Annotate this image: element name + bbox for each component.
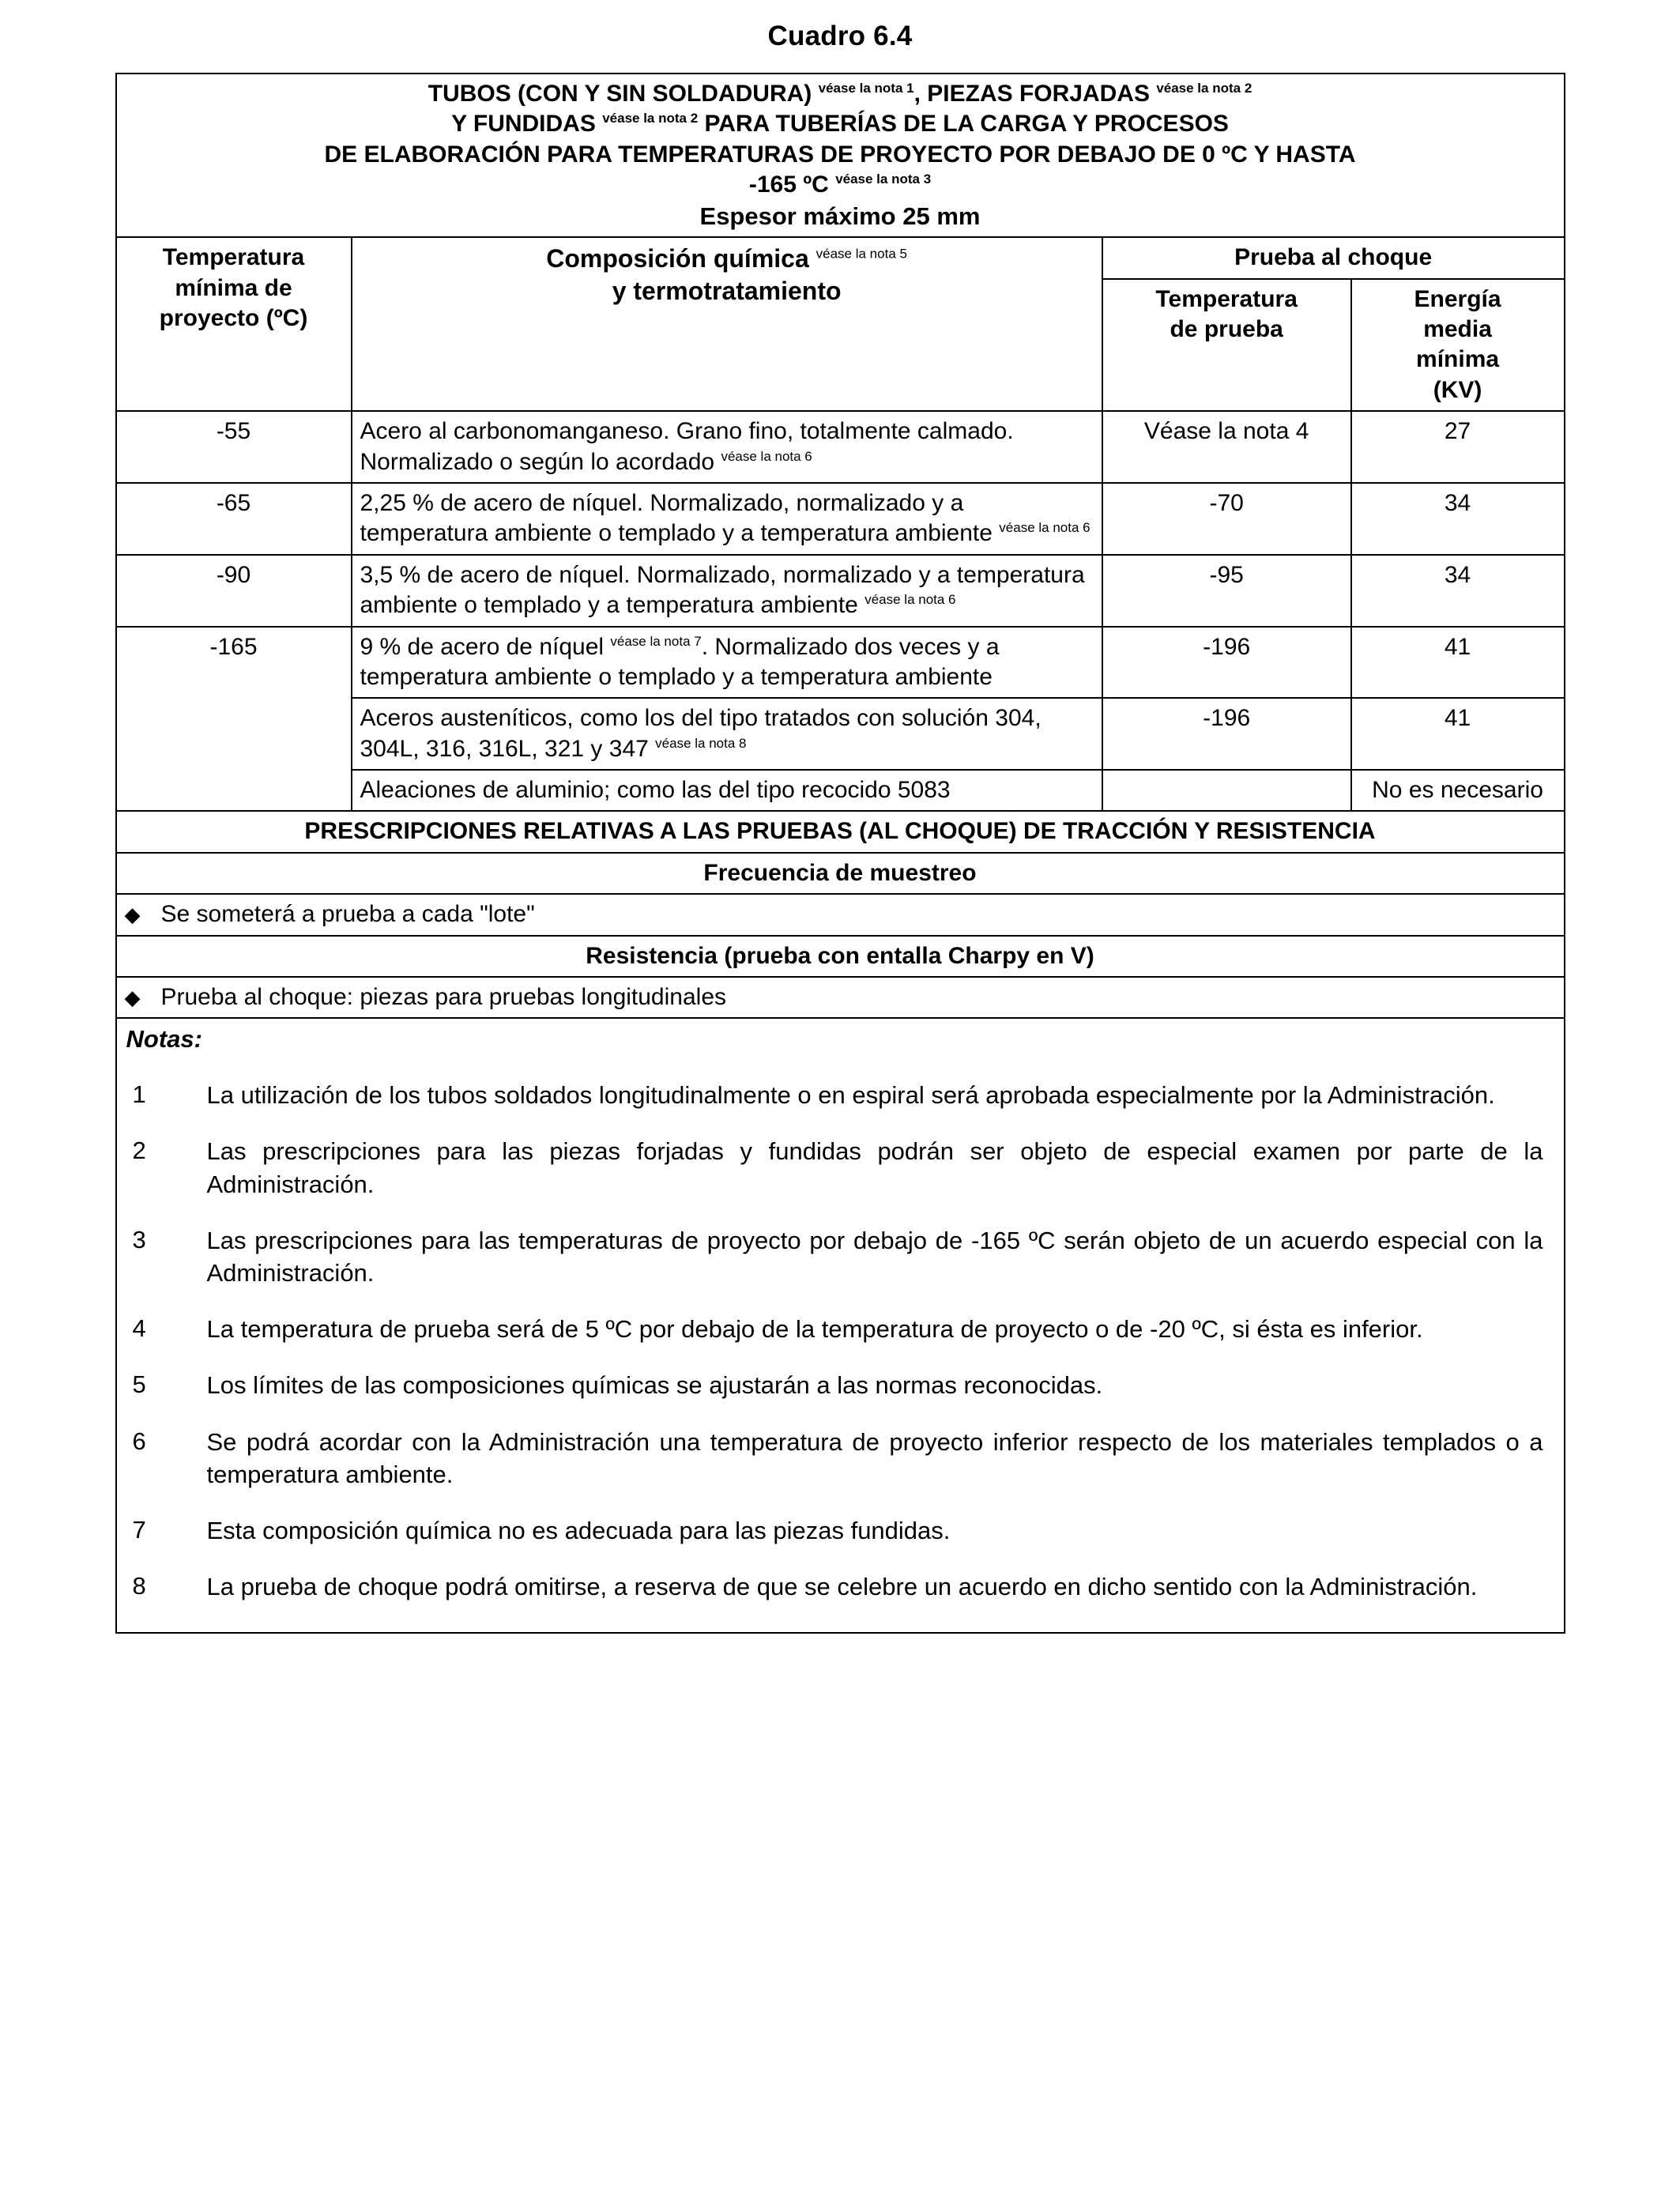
- col-header-min-design-temp: [116, 237, 352, 411]
- chem-header-text: Composición química: [546, 244, 816, 273]
- energy-line2: media: [1423, 316, 1492, 343]
- note-item: [125, 1369, 1556, 1401]
- cell-chemical-composition: [352, 698, 1102, 770]
- note-item: [125, 1135, 1556, 1200]
- notes-cell: [116, 1018, 1565, 1632]
- col-header-chemical-composition: [352, 237, 1102, 411]
- cell-chemical-composition: [352, 770, 1102, 811]
- section-title-prescriptions: PRESCRIPCIONES RELATIVAS A LAS PRUEBAS (AL CHOQUE) DE TRACCIÓN Y RESISTENCIA: [116, 811, 1565, 852]
- note-ref-1: véase la nota 1: [818, 81, 914, 96]
- prescriptions-title-row: [116, 811, 1565, 852]
- note-item: [125, 1426, 1556, 1491]
- notes-row: [116, 1018, 1565, 1632]
- note-text: Los límites de las composiciones químicas se ajustarán a las normas reconocidas.: [206, 1371, 1103, 1400]
- note-ref-6: véase la nota 6: [721, 448, 812, 464]
- cell-energy: 34: [1351, 555, 1565, 627]
- page-title: Cuadro 6.4: [767, 21, 913, 51]
- table-row: [116, 555, 1565, 627]
- diamond-bullet-icon: ◆: [124, 903, 141, 927]
- bullet-text: Se someterá a prueba a cada "lote": [160, 901, 535, 928]
- section-title-resistance: Resistencia (prueba con entalla Charpy en V): [116, 936, 1565, 977]
- table-row: [116, 627, 1565, 699]
- cell-test-temperature: -196: [1102, 627, 1351, 699]
- cell-min-design-temp: -65: [116, 483, 352, 555]
- cell-chemical-composition: [352, 483, 1102, 555]
- title-text-c: Y FUNDIDAS: [451, 111, 603, 138]
- energy-line1: Energía: [1414, 285, 1501, 312]
- notes-title: Notas:: [126, 1025, 202, 1054]
- note-number: 3: [132, 1225, 146, 1253]
- note-ref-3: véase la nota 3: [835, 172, 932, 187]
- note-number: 5: [132, 1370, 146, 1399]
- chem-header-line2: y termotratamiento: [612, 277, 842, 306]
- diamond-bullet-icon: ◆: [124, 986, 141, 1010]
- resistance-title-row: [116, 936, 1565, 977]
- cell-min-design-temp: -90: [116, 555, 352, 627]
- cell-min-design-temp: -55: [116, 411, 352, 483]
- cell-energy: 41: [1351, 698, 1565, 770]
- chem-text: 2,25 % de acero de níquel. Normalizado, normalizado y a temperatura ambiente o templado y a temperatura ambiente: [360, 489, 1000, 547]
- note-item: [125, 1514, 1556, 1547]
- column-header-row-1: [116, 237, 1565, 278]
- sampling-bullet-row: [116, 894, 1565, 935]
- note-ref-7: véase la nota 7: [610, 633, 702, 649]
- section-title-sampling: Frecuencia de muestreo: [116, 853, 1565, 894]
- note-item: [125, 1570, 1556, 1603]
- sampling-title-row: [116, 853, 1565, 894]
- note-number: 7: [132, 1516, 146, 1544]
- note-item: [125, 1079, 1556, 1111]
- bullet-text: Prueba al choque: piezas para pruebas longitudinales: [160, 984, 727, 1011]
- note-text: La utilización de los tubos soldados longitudinalmente o en espiral será aprobada especialmente por la Administración.: [206, 1081, 1495, 1110]
- cell-energy: No es necesario: [1351, 770, 1565, 811]
- col-header-impact-test-group: Prueba al choque: [1102, 237, 1565, 278]
- cell-chemical-composition: [352, 627, 1102, 699]
- note-item: [125, 1313, 1556, 1345]
- table-subtitle-thickness: Espesor máximo 25 mm: [699, 202, 981, 230]
- chem-text: 3,5 % de acero de níquel. Normalizado, normalizado y a temperatura ambiente o templado y a temperatura ambiente: [360, 561, 1085, 619]
- note-item: [125, 1224, 1556, 1289]
- col-header-line3: proyecto (ºC): [159, 305, 308, 332]
- chem-text: 9 % de acero de níquel: [360, 633, 611, 660]
- col-header-min-average-energy: [1351, 279, 1565, 412]
- table-title-line1: [125, 79, 1556, 109]
- note-number: 1: [132, 1080, 146, 1109]
- note-ref-5: véase la nota 5: [816, 246, 907, 262]
- table-title-cell: [116, 74, 1565, 237]
- cell-chemical-composition: [352, 411, 1102, 483]
- note-text: Esta composición química no es adecuada para las piezas fundidas.: [206, 1517, 951, 1545]
- material-requirements-table: [115, 73, 1565, 1634]
- energy-line3: mínima: [1416, 346, 1500, 373]
- table-row: [116, 483, 1565, 555]
- test-temp-line2: de prueba: [1170, 316, 1283, 343]
- note-ref-2: véase la nota 2: [1156, 81, 1252, 96]
- note-ref-6: véase la nota 6: [999, 520, 1090, 536]
- note-ref-2b: véase la nota 2: [602, 111, 699, 126]
- chem-text: Aleaciones de aluminio; como las del tipo recocido 5083: [360, 777, 951, 804]
- chem-text: Acero al carbonomanganeso. Grano fino, totalmente calmado. Normalizado o según lo acordado: [360, 418, 1014, 475]
- note-text: La prueba de choque podrá omitirse, a reserva de que se celebre un acuerdo en dicho sentido con la Administración.: [206, 1573, 1478, 1601]
- test-temp-line1: Temperatura: [1155, 285, 1298, 312]
- cell-energy: 41: [1351, 627, 1565, 699]
- bullet-item-resistance: [116, 977, 1565, 1018]
- cell-test-temperature: -196: [1102, 698, 1351, 770]
- note-text: Las prescripciones para las temperaturas de proyecto por debajo de -165 ºC serán objeto de un acuerdo especial con la Administración.: [206, 1226, 1543, 1287]
- note-number: 4: [132, 1314, 146, 1343]
- note-text: Se podrá acordar con la Administración una temperatura de proyecto inferior respecto de los materiales templados o a temperatura ambiente.: [206, 1427, 1543, 1488]
- note-ref-8: véase la nota 8: [655, 735, 747, 751]
- title-text-e: -165 ºC: [748, 172, 836, 198]
- table-row: [116, 411, 1565, 483]
- cell-min-design-temp: -165: [116, 627, 352, 812]
- cell-test-temperature: -95: [1102, 555, 1351, 627]
- title-text-b: , PIEZAS FORJADAS: [913, 81, 1157, 107]
- note-text: Las prescripciones para las piezas forjadas y fundidas podrán ser objeto de especial examen por parte de la Administración.: [206, 1137, 1543, 1198]
- cell-energy: 27: [1351, 411, 1565, 483]
- energy-line4: (KV): [1433, 376, 1482, 403]
- table-title-line4: [125, 170, 1556, 200]
- cell-test-temperature: Véase la nota 4: [1102, 411, 1351, 483]
- resistance-bullet-row: [116, 977, 1565, 1018]
- table-header-row: [116, 74, 1565, 237]
- col-header-line1: Temperatura: [162, 244, 305, 271]
- title-text-d: PARA TUBERÍAS DE LA CARGA Y PROCESOS: [698, 111, 1229, 138]
- note-number: 6: [132, 1427, 146, 1455]
- table-title-line2: [125, 109, 1556, 139]
- note-text: La temperatura de prueba será de 5 ºC por debajo de la temperatura de proyecto o de -20 ºC, si ésta es inferior.: [206, 1315, 1423, 1344]
- cell-chemical-composition: [352, 555, 1102, 627]
- cell-energy: 34: [1351, 483, 1565, 555]
- chem-header-line1: [360, 243, 1094, 275]
- chem-text: Aceros austeníticos, como los del tipo tratados con solución 304, 304L, 316, 316L, 321 y 347: [360, 705, 1042, 762]
- table-title-line3: DE ELABORACIÓN PARA TEMPERATURAS DE PROYECTO POR DEBAJO DE 0 ºC Y HASTA: [324, 141, 1356, 168]
- chem-text-tail: . Normalizado dos veces y a temperatura ambiente o templado y a temperatura ambiente: [360, 633, 1000, 690]
- bullet-item-sampling: [116, 894, 1565, 935]
- title-text-a: TUBOS (CON Y SIN SOLDADURA): [428, 81, 819, 107]
- note-number: 2: [132, 1137, 146, 1165]
- col-header-line2: mínima de: [175, 274, 292, 301]
- col-header-test-temperature: [1102, 279, 1351, 412]
- cell-test-temperature: [1102, 770, 1351, 811]
- note-number: 8: [132, 1572, 146, 1600]
- note-ref-6: véase la nota 6: [864, 592, 956, 608]
- cell-test-temperature: -70: [1102, 483, 1351, 555]
